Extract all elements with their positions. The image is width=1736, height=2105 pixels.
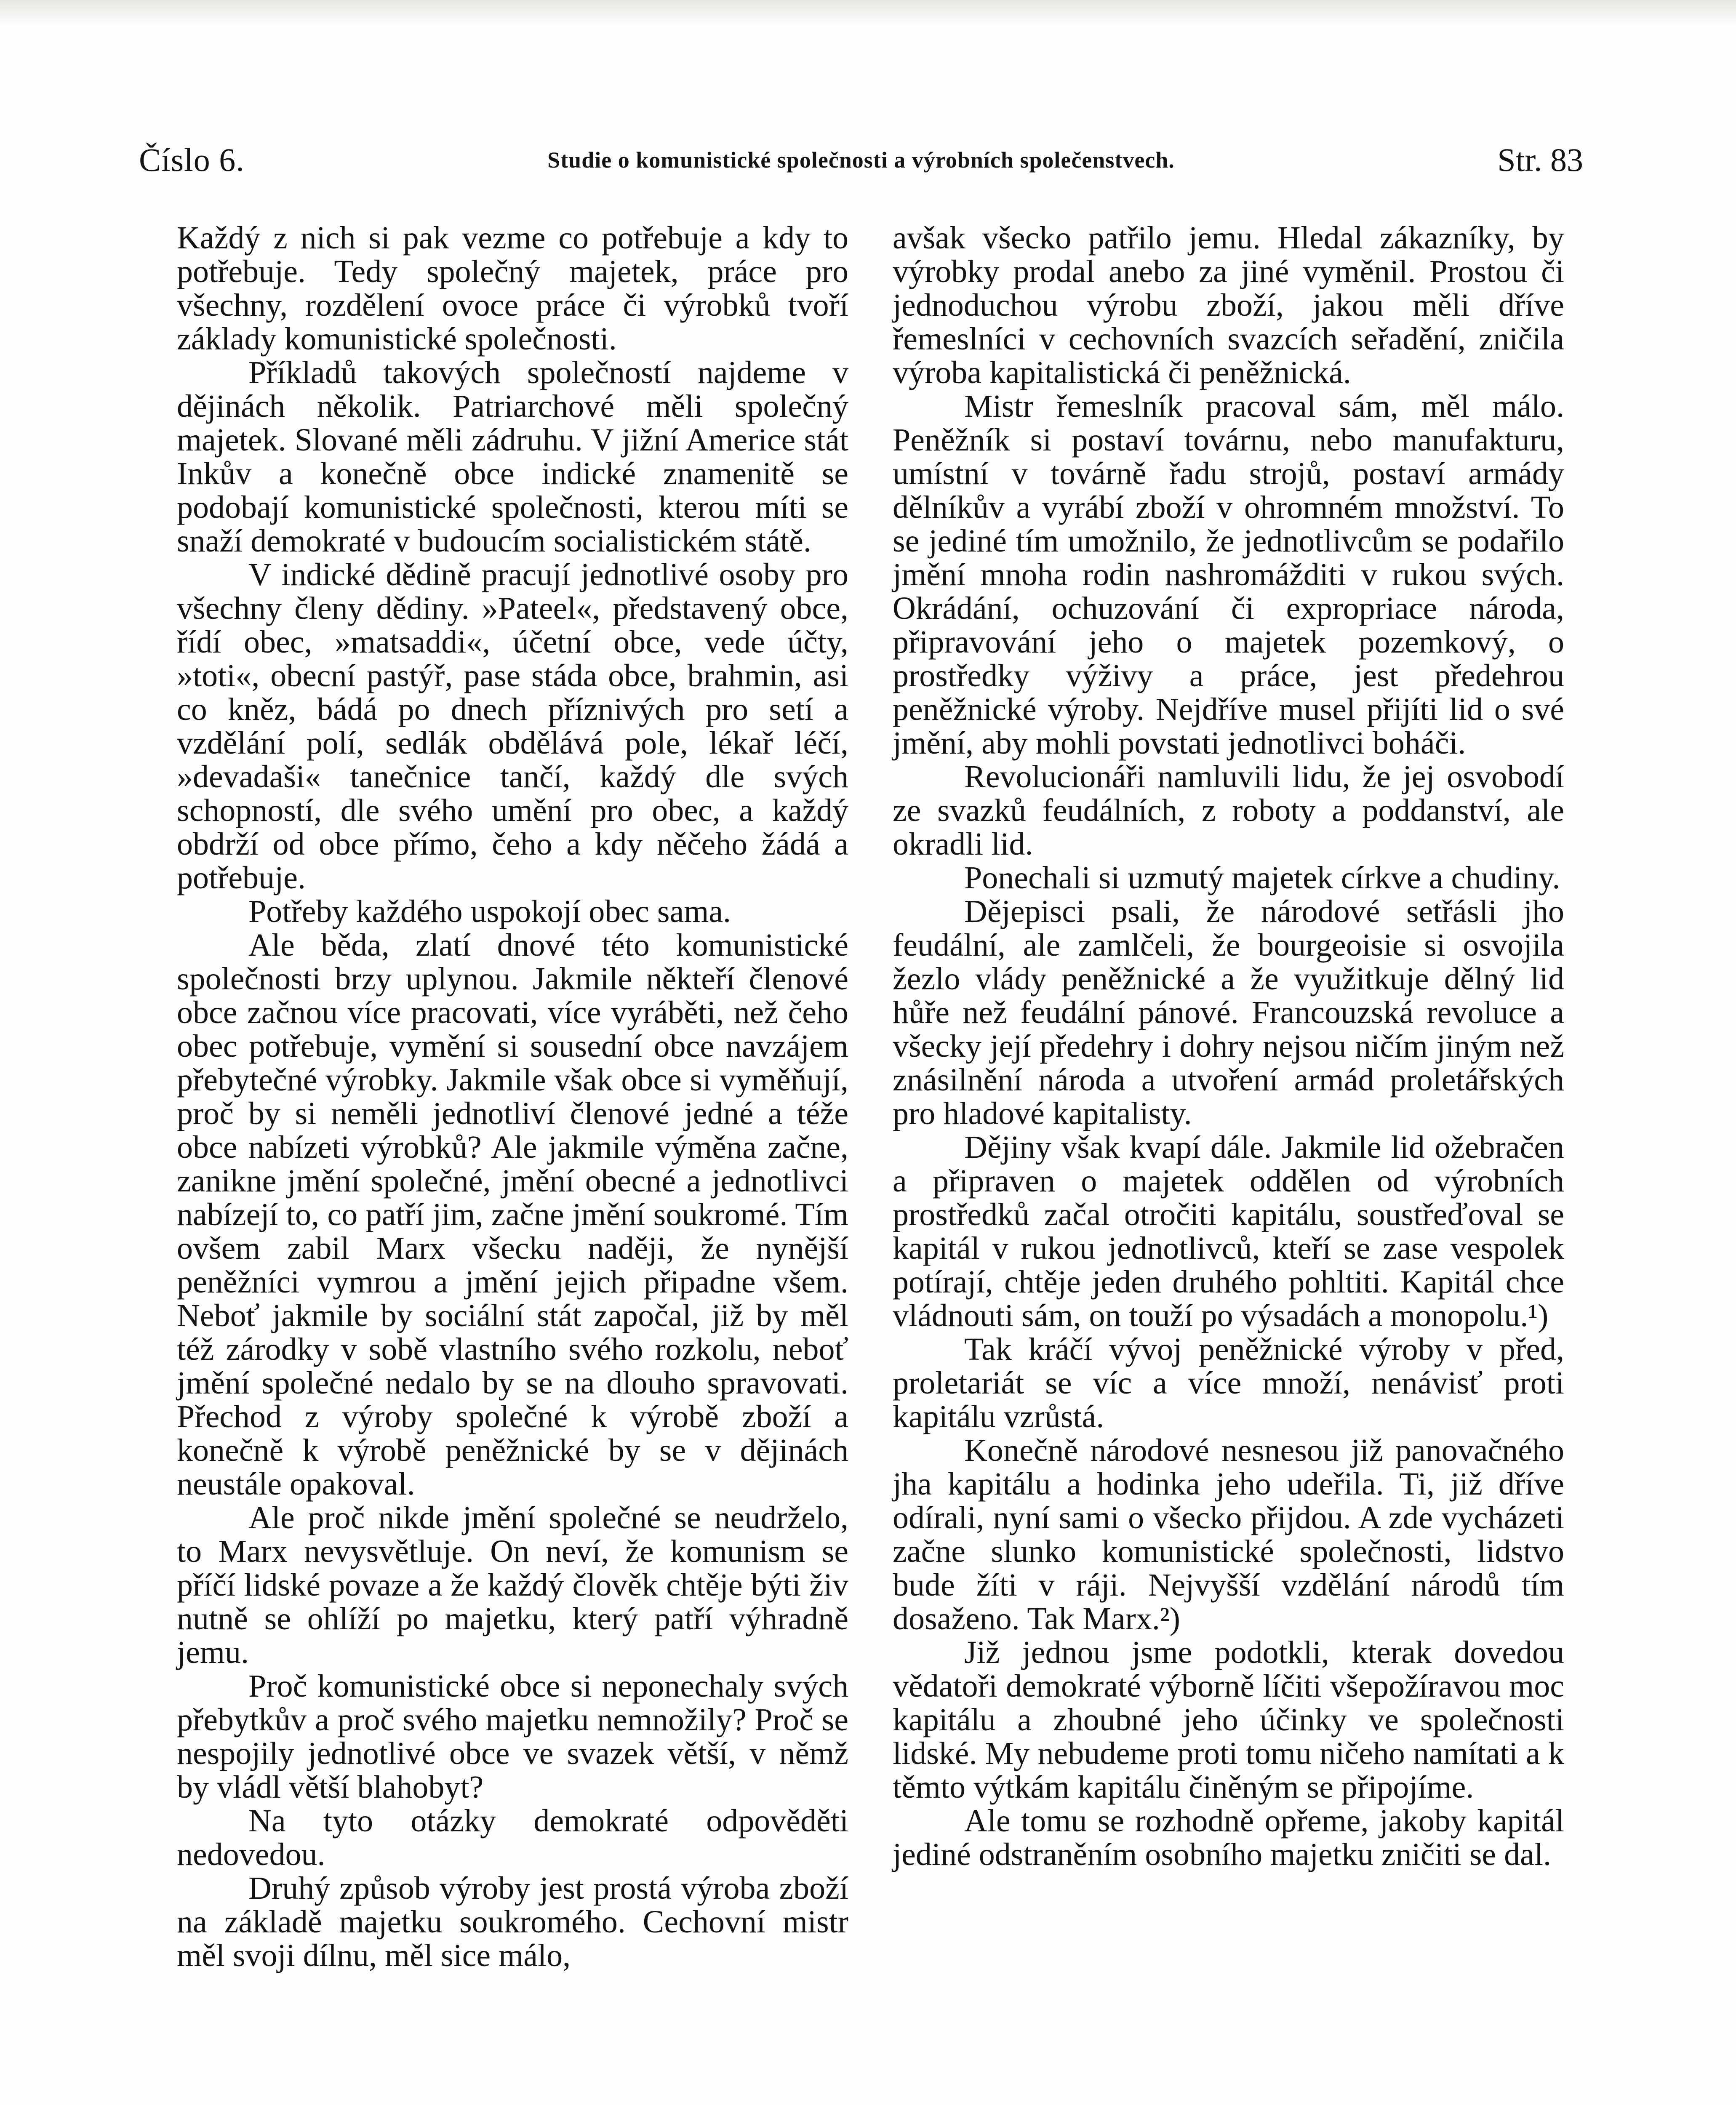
paragraph: Ale proč nikde jmění společné se neudrželo, to Marx nevysvětluje. On neví, že komunism se příčí lidské povaze a že každý člověk chtěje býti živ nutně se ohlíží po majetku, který patří výhradně jemu.	[177, 1500, 848, 1670]
paragraph: Dějepisci psali, že národové setřásli jho feudální, ale zamlčeli, že bourgeoisie si osvojila žezlo vlády peněžnické a že využitkuje dělný lid hůře než feudální pánové. Francouzská revoluce a všecky její předehry i dohry nejsou ničím jiným než znásilnění národa a utvoření armád proletářských pro hladové kapitalisty.	[893, 894, 1564, 1131]
right-column	[893, 221, 1564, 1871]
running-title: Studie o komunistické společnosti a výrobních společenstvech.	[547, 147, 1175, 173]
paragraph: Příkladů takových společností najdeme v dějinách několik. Patriarchové měli společný majetek. Slované měli zádruhu. V jižní Americe stát Inkův a konečně obce indické znamenitě se podobají komunistické společnosti, kterou míti se snaží demokraté v budoucím socialistickém státě.	[177, 355, 848, 559]
paragraph: Ale tomu se rozhodně opřeme, jakoby kapitál jediné odstraněním osobního majetku zničiti se dal.	[893, 1803, 1564, 1872]
paragraph: Ponechali si uzmutý majetek církve a chudiny.	[964, 860, 1560, 895]
paragraph: Druhý způsob výroby jest prostá výroba zboží na základě majetku soukromého. Cechovní mistr měl svoji dílnu, měl sice málo,	[177, 1871, 848, 1973]
page-header	[139, 141, 1583, 187]
paragraph: Proč komunistické obce si neponechaly svých přebytkův a proč svého majetku nemnožily? Proč se nespojily jednotlivé obce ve svazek větší, v němž by vládl větší blahobyt?	[177, 1668, 848, 1805]
paragraph: Konečně národové nesnesou již panovačného jha kapitálu a hodinka jeho udeřila. Ti, již dříve odírali, nyní sami o všecko přijdou. A zde vycházeti začne slunko komunistické společnosti, lidstvo bude žíti v ráji. Nejvyšší vzdělání národů tím dosaženo. Tak Marx.²)	[893, 1433, 1564, 1636]
paragraph: avšak všecko patřilo jemu. Hledal zákazníky, by výrobky prodal anebo za jiné vyměnil. Prostou či jednoduchou výrobu zboží, jakou měli dříve řemeslníci v cechovních svazcích seřadění, zničila výroba kapitalistická či peněžnická.	[893, 220, 1564, 390]
page-number: Str. 83	[1497, 141, 1583, 178]
paragraph: Ale běda, zlatí dnové této komunistické společnosti brzy uplynou. Jakmile někteří členové obce začnou více pracovati, více vyráběti, než čeho obec potřebuje, vymění si sousední obce navzájem přebytečné výrobky. Jakmile však obce si vyměňují, proč by si neměli jednotliví členové jedné a téže obce nabízeti výrobků? Ale jakmile výměna začne, zanikne jmění společné, jmění obecné a jednotlivci nabízejí to, co patří jim, začne jmění soukromé. Tím ovšem zabil Marx všecku naději, že nynější peněžníci vymrou a jmění jejich připadne všem. Neboť jakmile by sociální stát započal, již by měl též zárodky v sobě vlastního svého rozkolu, neboť jmění společné nedalo by se na dlouho spravovati. Přechod z výroby společné k výrobě zboží a konečně k výrobě peněžnické by se v dějinách neustále opakoval.	[177, 927, 848, 1502]
paragraph: Dějiny však kvapí dále. Jakmile lid ožebračen a připraven o majetek oddělen od výrobních prostředků začal otročiti kapitálu, soustřeďoval se kapitál v rukou jednotlivců, kteří se zase vespolek potírají, chtěje jeden druhého pohltiti. Kapitál chce vládnouti sám, on touží po výsadách a monopolu.¹)	[893, 1130, 1564, 1333]
paragraph: V indické dědině pracují jednotlivé osoby pro všechny členy dědiny. »Pateel«, představený obce, řídí obec, »matsaddi«, účetní obce, vede účty, »toti«, obecní pastýř, pase stáda obce, brahmin, asi co kněz, bádá po dnech příznivých pro setí a vzdělání polí, sedlák obdělává pole, lékař léčí, »devadaši« tanečnice tančí, každý dle svých schopností, dle svého umění pro obec, a každý obdrží od obce přímo, čeho a kdy něčeho žádá a potřebuje.	[177, 557, 848, 895]
paragraph: Každý z nich si pak vezme co potřebuje a kdy to potřebuje. Tedy společný majetek, práce pro všechny, rozdělení ovoce práce či výrobků tvoří základy komunistické společnosti.	[177, 220, 848, 357]
issue-number: Číslo 6.	[139, 141, 245, 178]
paragraph: Na tyto otázky demokraté odpověděti nedovedou.	[177, 1803, 848, 1872]
paragraph: Mistr řemeslník pracoval sám, měl málo. Peněžník si postaví továrnu, nebo manufakturu, umístní v továrně řadu strojů, postaví armády dělníkův a vyrábí zboží v ohromném množství. To se jediné tím umožnilo, že jednotlivcům se podařilo jmění mnoha rodin nashromážditi v rukou svých. Okrádání, ochuzování či expropriace národa, připravování jeho o majetek pozemkový, o prostředky výživy a práce, jest předehrou peněžnické výroby. Nejdříve musel přijíti lid o své jmění, aby mohli povstati jednotlivci boháči.	[893, 389, 1564, 761]
left-column	[177, 221, 848, 1972]
paragraph: Potřeby každého uspokojí obec sama.	[248, 894, 731, 929]
paragraph: Již jednou jsme podotkli, kterak dovedou vědatoři demokraté výborně líčiti všepožíravou moc kapitálu a zhoubné jeho účinky ve společnosti lidské. My nebudeme proti tomu ničeho namítati a k těmto výtkám kapitálu činěným se připojíme.	[893, 1635, 1564, 1805]
paragraph: Revolucionáři namluvili lidu, že jej osvobodí ze svazků feudálních, z roboty a poddanství, ale okradli lid.	[893, 759, 1564, 862]
page-scan-edge	[0, 0, 1736, 25]
paragraph: Tak kráčí vývoj peněžnické výroby v před, proletariát se víc a více množí, nenávisť proti kapitálu vzrůstá.	[893, 1332, 1564, 1434]
